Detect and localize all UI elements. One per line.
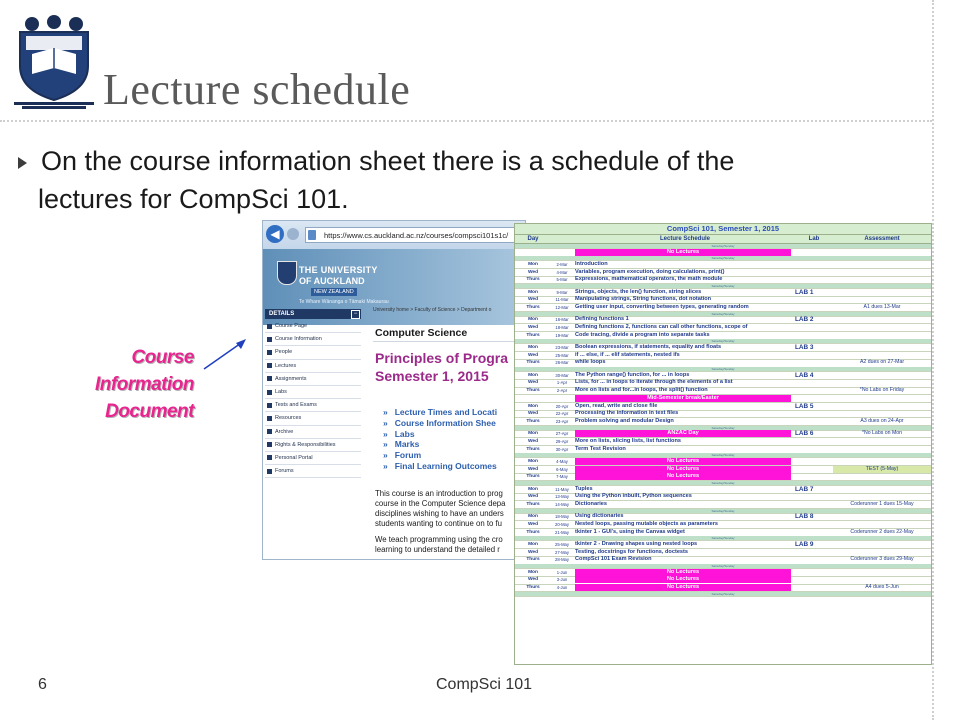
- cell-day: Mon: [528, 542, 538, 547]
- cell-day: Thurs: [526, 529, 540, 535]
- cell-date: 2-Mar: [556, 261, 568, 267]
- slide-title: Lecture schedule: [103, 65, 411, 114]
- cell-topic: No Lectures: [575, 249, 791, 256]
- cell-day: Thurs: [526, 418, 540, 424]
- bullet-square-icon: [267, 455, 272, 460]
- cell-assessment: *No Labs on Mon: [861, 430, 903, 437]
- cell-date: 18-Mar: [555, 325, 569, 330]
- cell-lab: LAB 3: [795, 344, 814, 351]
- cell-date: 4-Mar: [556, 269, 568, 275]
- cell-topic: ANZAC Day: [575, 430, 791, 437]
- weekend-label: Saturday/Sunday: [711, 536, 735, 541]
- cell-lab: LAB 7: [795, 485, 814, 493]
- cell-lab: LAB 9: [795, 541, 814, 548]
- weekend-separator: [515, 592, 931, 597]
- cell-date: 13-May: [555, 494, 569, 500]
- cell-topic: Manipulating strings, String functions, dot notation: [575, 296, 712, 303]
- cell-day: Wed: [527, 466, 539, 472]
- cell-date: 5-Mar: [556, 277, 568, 283]
- weekend-label: Saturday/Sunday: [711, 244, 735, 248]
- callout-line: Course: [131, 347, 194, 368]
- course-link-label: Forum: [394, 450, 422, 461]
- cell-date: 19-Mar: [555, 332, 569, 338]
- sidebar-item-label: Lectures: [275, 362, 297, 369]
- cell-topic: Dictionaries: [575, 501, 608, 507]
- cell-date: 9-Mar: [556, 289, 568, 295]
- sidebar-item-label: Archive: [275, 428, 294, 435]
- cell-date: 30-Mar: [555, 372, 569, 378]
- cell-day: Mon: [528, 345, 538, 350]
- cell-day: Wed: [527, 411, 539, 417]
- page-heading-line2: Semester 1, 2015: [375, 368, 489, 384]
- site-university-name: OF AUCKLAND: [299, 276, 365, 286]
- cell-date: 11-May: [555, 486, 569, 492]
- cell-topic: Defining functions 2, functions can call other functions, scope of: [575, 324, 748, 330]
- cell-topic: if ... else, if ... elif statements, nested ifs: [575, 351, 680, 358]
- forward-button[interactable]: [287, 228, 299, 240]
- cell-day: Thurs: [526, 585, 540, 591]
- section-divider: [373, 341, 525, 342]
- sidebar-item-label: Tests and Exams: [275, 402, 317, 409]
- university-crest-logo: [14, 14, 94, 110]
- cell-lab: LAB 6: [795, 430, 814, 438]
- sidebar-item-label: Personal Portal: [275, 454, 313, 461]
- cell-topic: CompSci 101 Exam Revision: [575, 556, 652, 563]
- cell-day: Wed: [527, 352, 539, 358]
- cell-topic: while loops: [575, 359, 606, 366]
- cell-date: 1-Jun: [556, 569, 568, 575]
- course-link-label: Final Learning Outcomes: [394, 460, 497, 471]
- weekend-label: Saturday/Sunday: [711, 284, 735, 288]
- weekend-label: Saturday/Sunday: [711, 453, 735, 458]
- cell-date: 14-May: [555, 502, 569, 507]
- cell-day: Thurs: [526, 388, 540, 394]
- cell-date: 23-Apr: [555, 418, 569, 424]
- cell-date: 29-Apr: [555, 438, 569, 444]
- site-crest-icon: [277, 261, 297, 285]
- course-description: [375, 489, 525, 555]
- sidebar-item-label: Course Information: [275, 336, 322, 343]
- course-link[interactable]: [383, 418, 497, 429]
- cell-assessment: *No Labs on Friday: [859, 387, 905, 394]
- description-line: students wanting to continue on to fu: [375, 519, 503, 528]
- course-links: [383, 407, 497, 472]
- sidebar-item-label: Labs: [275, 388, 287, 395]
- cell-topic: No Lectures: [575, 569, 791, 576]
- lock-icon: [308, 230, 316, 240]
- header-lecture: Lecture Schedule: [659, 236, 710, 242]
- weekend-label: Saturday/Sunday: [711, 481, 735, 485]
- sidebar-item[interactable]: [265, 399, 361, 412]
- bullet-square-icon: [267, 376, 272, 381]
- cell-topic: Using the Python inbuilt, Python sequences: [575, 493, 692, 500]
- cell-topic: More on lists and for...in loops, the split() function: [575, 387, 708, 394]
- callout-label: [70, 344, 194, 425]
- callout-line: Document: [105, 401, 194, 422]
- bullet-square-icon: [267, 324, 272, 329]
- cell-topic: No Lectures: [575, 584, 791, 591]
- chevron-icon: »: [383, 450, 388, 461]
- sidebar-item[interactable]: [265, 373, 361, 386]
- cell-day: Thurs: [526, 474, 540, 480]
- address-bar[interactable]: https://www.cs.auckland.ac.nz/courses/compsci101s1c/: [305, 227, 523, 243]
- cell-day: Mon: [528, 403, 538, 409]
- weekend-label: Saturday/Sunday: [711, 311, 735, 316]
- cell-date: 2-Apr: [556, 388, 568, 394]
- cell-day: Wed: [527, 297, 539, 303]
- cell-assessment: Coderunner 3 dues 29-May: [850, 556, 914, 563]
- weekend-label: Saturday/Sunday: [711, 564, 735, 569]
- cell-date: 18-May: [555, 514, 569, 520]
- course-link[interactable]: [383, 461, 497, 472]
- bullet-text-line1: On the course information sheet there is a schedule of the: [41, 146, 735, 176]
- sidebar-item-label: Assignments: [275, 375, 307, 382]
- cell-day: Mon: [528, 317, 538, 323]
- sidebar-item-label: Rights & Responsibilities: [275, 441, 336, 448]
- cell-day: Thurs: [526, 502, 540, 507]
- cell-day: Mon: [528, 514, 538, 520]
- slide-number: 6: [38, 676, 47, 693]
- cell-topic: tkinter 1 - GUI's, using the Canvas widget: [575, 528, 685, 535]
- cell-day: Wed: [527, 577, 539, 583]
- cell-topic: Term Test Revision: [575, 445, 626, 452]
- cell-date: 27-May: [555, 549, 569, 555]
- sidebar-item[interactable]: [265, 439, 361, 452]
- course-link[interactable]: [383, 407, 497, 418]
- cell-day: Mon: [528, 431, 538, 437]
- collapse-icon[interactable]: −: [351, 310, 360, 319]
- cell-topic: Nested loops, passing mutable objects as parameters: [575, 521, 718, 527]
- callout-arrow-icon: [200, 335, 250, 375]
- chevron-icon: »: [383, 428, 388, 439]
- cell-topic: Code tracing, divide a program into separate tasks: [575, 331, 710, 338]
- sidebar-item[interactable]: [265, 320, 361, 333]
- section-title: Computer Science: [375, 327, 468, 339]
- bullet-square-icon: [267, 350, 272, 355]
- cell-day: Wed: [527, 325, 539, 330]
- cell-topic: Strings, objects, the len() function, string slices: [575, 288, 702, 295]
- description-line: We teach programming using the cro: [375, 535, 503, 544]
- sidebar-item[interactable]: [265, 465, 361, 478]
- cell-topic: More on lists, slicing lists, list functions: [575, 437, 681, 444]
- weekend-label: Saturday/Sunday: [711, 591, 735, 596]
- cell-topic: Testing, docstrings for functions, doctests: [575, 548, 689, 555]
- course-link[interactable]: [383, 439, 497, 450]
- cell-lab: LAB 5: [795, 402, 814, 410]
- cell-date: 3-Jun: [556, 577, 568, 583]
- cell-day: Wed: [527, 269, 539, 275]
- divider-vertical: [932, 0, 934, 720]
- sidebar-item[interactable]: [265, 386, 361, 399]
- bullet-arrow-icon: [18, 157, 27, 169]
- chevron-icon: »: [383, 460, 388, 471]
- cell-day: Wed: [527, 549, 539, 555]
- cell-date: 26-Mar: [555, 360, 569, 366]
- bullet-square-icon: [267, 363, 272, 368]
- cell-date: 16-Mar: [555, 317, 569, 323]
- header-assessment: Assessment: [864, 236, 900, 242]
- weekend-label: Saturday/Sunday: [711, 508, 735, 513]
- chevron-icon: »: [383, 439, 388, 450]
- bullet-point: [18, 142, 898, 218]
- cell-day: Mon: [528, 486, 538, 492]
- schedule-title: CompSci 101, Semester 1, 2015: [515, 224, 931, 234]
- cell-day: Mon: [528, 289, 538, 295]
- cell-lab: LAB 1: [795, 288, 814, 296]
- cell-date: 4-May: [556, 458, 568, 464]
- course-link-label: Marks: [394, 439, 420, 450]
- bullet-square-icon: [267, 442, 272, 447]
- cell-assessment: Coderunner 2 dues 22-May: [850, 528, 914, 535]
- cell-date: 20-Apr: [555, 403, 569, 409]
- sidebar-item-label: Forums: [275, 468, 294, 475]
- cell-topic: Defining functions 1: [575, 316, 629, 323]
- cell-topic: No Lectures: [575, 466, 791, 473]
- cell-date: 21-May: [555, 529, 569, 535]
- breadcrumb[interactable]: University home > Faculty of Science > Department o: [373, 307, 492, 313]
- cell-day: Mon: [528, 372, 538, 378]
- sidebar-nav: [265, 320, 361, 478]
- header-lab: Lab: [808, 236, 820, 242]
- cell-date: 12-Mar: [555, 305, 569, 310]
- cell-lab: LAB 4: [795, 371, 814, 379]
- cell-topic: Lists, for ... in loops to iterate through the elements of a list: [575, 379, 733, 386]
- course-link[interactable]: [383, 429, 497, 440]
- description-line: This course is an introduction to prog: [375, 489, 503, 498]
- cell-topic: tkinter 2 - Drawing shapes using nested loops: [575, 541, 698, 547]
- cell-date: 23-Mar: [555, 345, 569, 350]
- cell-topic: Boolean expressions, if statements, equality and floats: [575, 344, 722, 350]
- cell-lab: LAB 2: [795, 316, 814, 324]
- description-line: learning to understand the detailed r: [375, 545, 500, 554]
- cell-day: Thurs: [526, 305, 540, 310]
- bullet-text-line2: lectures for CompSci 101.: [38, 184, 349, 214]
- cell-date: 6-May: [556, 466, 568, 472]
- sidebar-item-label: Course Page: [275, 323, 308, 329]
- cell-topic: Using dictionaries: [575, 513, 624, 520]
- cell-topic: Getting user input, converting between types, generating random: [575, 304, 749, 310]
- page-heading: [375, 349, 508, 385]
- cell-date: 25-Mar: [555, 352, 569, 358]
- description-line: disciplines wishing to have an unders: [375, 509, 504, 518]
- cell-day: Thurs: [526, 557, 540, 563]
- cell-topic: Introduction: [575, 260, 608, 267]
- cell-day: Mon: [528, 569, 538, 575]
- divider-horizontal: [0, 120, 932, 122]
- sidebar-item[interactable]: [265, 452, 361, 465]
- cell-topic: Problem solving and modular Design: [575, 417, 674, 424]
- cell-day: Wed: [527, 522, 539, 527]
- course-link[interactable]: [383, 450, 497, 461]
- cell-date: 27-Apr: [555, 431, 569, 437]
- cell-assessment: TEST (5-May): [833, 466, 931, 473]
- cell-date: 30-Apr: [555, 446, 569, 452]
- chevron-icon: »: [383, 407, 388, 417]
- course-link-label: Labs: [394, 428, 415, 439]
- cell-date: 20-May: [555, 522, 569, 527]
- cell-topic: The Python range() function, for ... in loops: [575, 371, 690, 378]
- weekend-label: Saturday/Sunday: [711, 367, 735, 372]
- browser-window: [262, 220, 526, 560]
- bullet-square-icon: [267, 469, 272, 474]
- cell-day: Thurs: [526, 446, 540, 452]
- cell-day: Thurs: [526, 277, 540, 283]
- weekend-label: Saturday/Sunday: [711, 425, 735, 430]
- cell-topic: No Lectures: [575, 473, 791, 480]
- cell-topic: Open, read, write and close file: [575, 402, 658, 409]
- details-header: DETAILS: [265, 309, 361, 319]
- slide-footer: CompSci 101: [436, 676, 533, 693]
- bullet-square-icon: [267, 390, 272, 395]
- cell-date: 25-May: [555, 542, 569, 547]
- cell-date: 1-Apr: [556, 380, 568, 386]
- cell-topic: Tuples: [575, 485, 593, 492]
- cell-topic: No Lectures: [575, 458, 791, 465]
- header-day: Day: [527, 236, 539, 242]
- cell-date: 11-Mar: [555, 297, 569, 303]
- page-heading-line1: Principles of Progra: [375, 350, 509, 366]
- bullet-square-icon: [267, 429, 272, 434]
- weekend-label: Saturday/Sunday: [711, 256, 735, 261]
- cell-topic: Expressions, mathematical operators, the math module: [575, 276, 723, 283]
- cell-topic: Variables, program execution, doing calculations, print(): [575, 268, 725, 275]
- sidebar-item-label: Resources: [275, 415, 302, 422]
- cell-assessment: A2 dues on 27-Mar: [859, 359, 905, 366]
- description-line: course in the Computer Science depa: [375, 499, 506, 508]
- cell-date: 22-Apr: [555, 411, 569, 417]
- site-university-tagline: Te Whare Wānanga o Tāmaki Makaurau: [299, 299, 389, 305]
- cell-day: Thurs: [526, 332, 540, 338]
- cell-day: Mon: [528, 458, 538, 464]
- callout-line: Information: [95, 374, 194, 395]
- cell-assessment: A1 dues 13-Mar: [863, 304, 901, 310]
- site-university-country: NEW ZEALAND: [311, 288, 357, 296]
- sidebar-item[interactable]: [265, 346, 361, 359]
- sidebar-item[interactable]: [265, 360, 361, 373]
- course-link-label: Course Information Shee: [394, 417, 496, 428]
- sidebar-item-label: People: [275, 349, 293, 356]
- cell-date: 7-May: [556, 474, 568, 480]
- sidebar-item[interactable]: [265, 333, 361, 346]
- sidebar-item[interactable]: [265, 412, 361, 425]
- cell-day: Mon: [528, 261, 538, 267]
- back-button[interactable]: ◀: [266, 225, 284, 243]
- sidebar-item[interactable]: [265, 426, 361, 439]
- schedule-header-row: [515, 234, 931, 244]
- cell-assessment: A3 dues on 24-Apr: [860, 417, 904, 424]
- cell-date: 4-Jun: [556, 585, 568, 591]
- bullet-square-icon: [267, 337, 272, 342]
- cell-day: Wed: [527, 380, 539, 386]
- course-link-label: Lecture Times and Locati: [394, 407, 498, 417]
- cell-lab: LAB 8: [795, 513, 814, 521]
- cell-day: Wed: [527, 494, 539, 500]
- cell-day: Wed: [527, 438, 539, 444]
- cell-topic: No Lectures: [575, 576, 791, 583]
- cell-assessment: A4 dues 5-Jun: [865, 584, 899, 591]
- site-university-name: THE UNIVERSITY: [299, 265, 378, 275]
- cell-assessment: Coderunner 1 dues 15-May: [850, 501, 914, 507]
- weekend-label: Saturday/Sunday: [711, 339, 735, 344]
- cell-day: Thurs: [526, 360, 540, 366]
- cell-date: 28-May: [555, 557, 569, 563]
- cell-topic: Processing the information in text files: [575, 410, 679, 417]
- cell-topic: Mid-Semester break/Easter: [575, 395, 791, 402]
- bullet-square-icon: [267, 403, 272, 408]
- lecture-schedule-table: [514, 223, 932, 665]
- bullet-square-icon: [267, 416, 272, 421]
- chevron-icon: »: [383, 417, 388, 428]
